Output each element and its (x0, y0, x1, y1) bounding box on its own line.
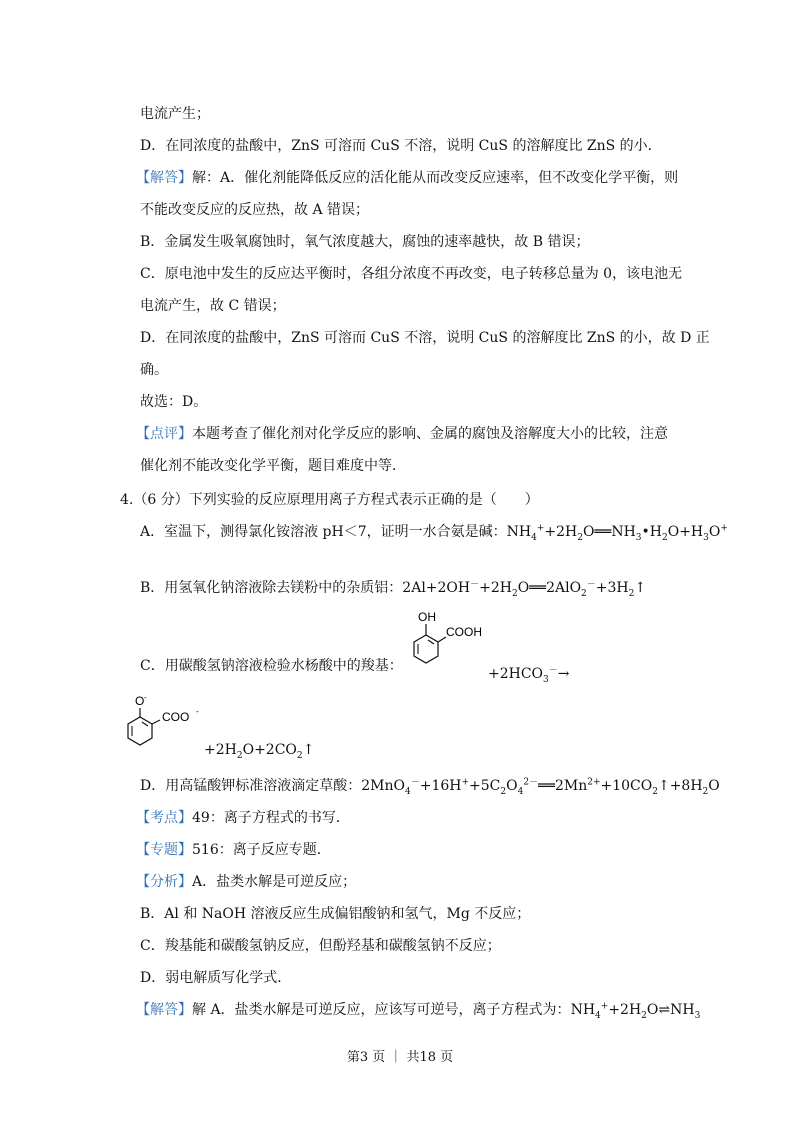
text-line: D．弱电解质写化学式． (140, 970, 292, 986)
section-tag: 【专题】 (136, 842, 192, 858)
section-tag: 【考点】 (136, 810, 192, 826)
option-a: A．室温下，测得氯化铵溶液 pH＜7，证明一水合氨是碱：$NH_4^++2H_2O══NH_3•H_2O+H_3O^+$ (140, 523, 728, 543)
section-tag: 【解答】 (136, 1002, 192, 1018)
text-line: 电流产生，故 C 错误； (140, 298, 286, 314)
text-line: C．羧基能和碳酸氢钠反应，但酚羟基和碳酸氢钠不反应； (140, 938, 501, 954)
question-title: 4.（6 分）下列实验的反应原理用离子方程式表示正确的是（ ） (120, 492, 539, 508)
text-line: D．在同浓度的盐酸中，ZnS 可溶而 CuS 不溶，说明 CuS 的溶解度比 ZnS 的小，故 D 正 (140, 330, 710, 346)
option-b: B．用氢氧化钠溶液除去镁粉中的杂质铝：$2Al+2OH^-+2H_2O══2AlO_2^-+3H_2↑$ (140, 579, 647, 599)
o-minus-label: O (135, 694, 145, 708)
text-line: 【专题】516：离子反应专题． (136, 842, 331, 858)
products-text: $+2H_2O+2CO_2↑$ (204, 742, 315, 761)
text-line: C．原电池中发生的反应达平衡时，各组分浓度不再改变，电子转移总量为 0，该电池无 (140, 266, 683, 282)
option-c: C．用碳酸氢钠溶液检验水杨酸中的羧基： (140, 658, 403, 674)
text-line: B．Al 和 NaOH 溶液反应生成偏铝酸钠和氢气，Mg 不反应； (140, 906, 531, 922)
reagent-text: $+2HCO_3^-\to$ (488, 665, 570, 685)
oh-label: OH (418, 610, 436, 624)
text-line: 电流产生； (140, 106, 210, 122)
section-tag: 【分析】 (136, 874, 192, 890)
text-line: 【解答】解：A．催化剂能降低反应的活化能从而改变反应速率，但不改变化学平衡，则 (136, 170, 679, 186)
section-tag: 【点评】 (136, 426, 192, 442)
section-tag: 【解答】 (136, 170, 192, 186)
page-footer: 第3 页 ｜ 共18 页 (346, 1050, 454, 1065)
text-line: 【分析】A．盐类水解是可逆反应； (136, 874, 357, 890)
svg-text:-: - (196, 707, 199, 716)
text-line: 【解答】解 A．盐类水解是可逆反应，应该写可逆号，离子方程式为：$NH_4^++2H_2O\rightleftharpoons NH_3$ (136, 1001, 701, 1021)
coo-minus-label: COO (162, 710, 190, 724)
text-line: 【考点】49：离子方程式的书写． (136, 810, 350, 826)
cooh-label: COOH (446, 625, 482, 639)
text-line: 【点评】本题考查了催化剂对化学反应的影响、金属的腐蚀及溶解度大小的比较，注意 (136, 426, 668, 442)
option-d: D．用高锰酸钾标准溶液滴定草酸：$2MnO_4^-+16H^++5C_2O_4^{2-}══2Mn^{2+}+10CO_2↑+8H_2O$ (140, 777, 720, 797)
text-line: 故选：D。 (140, 394, 208, 410)
text-line: 确。 (140, 362, 168, 378)
text-line: B．金属发生吸氧腐蚀时，氧气浓度越大，腐蚀的速率越快，故 B 错误； (140, 234, 590, 250)
text-line: 催化剂不能改变化学平衡，题目难度中等． (140, 458, 406, 474)
text-line: D．在同浓度的盐酸中，ZnS 可溶而 CuS 不溶，说明 CuS 的溶解度比 ZnS 的小． (140, 138, 662, 154)
text-line: 不能改变反应的反应热，故 A 错误； (140, 202, 370, 218)
svg-text:-: - (144, 694, 147, 702)
